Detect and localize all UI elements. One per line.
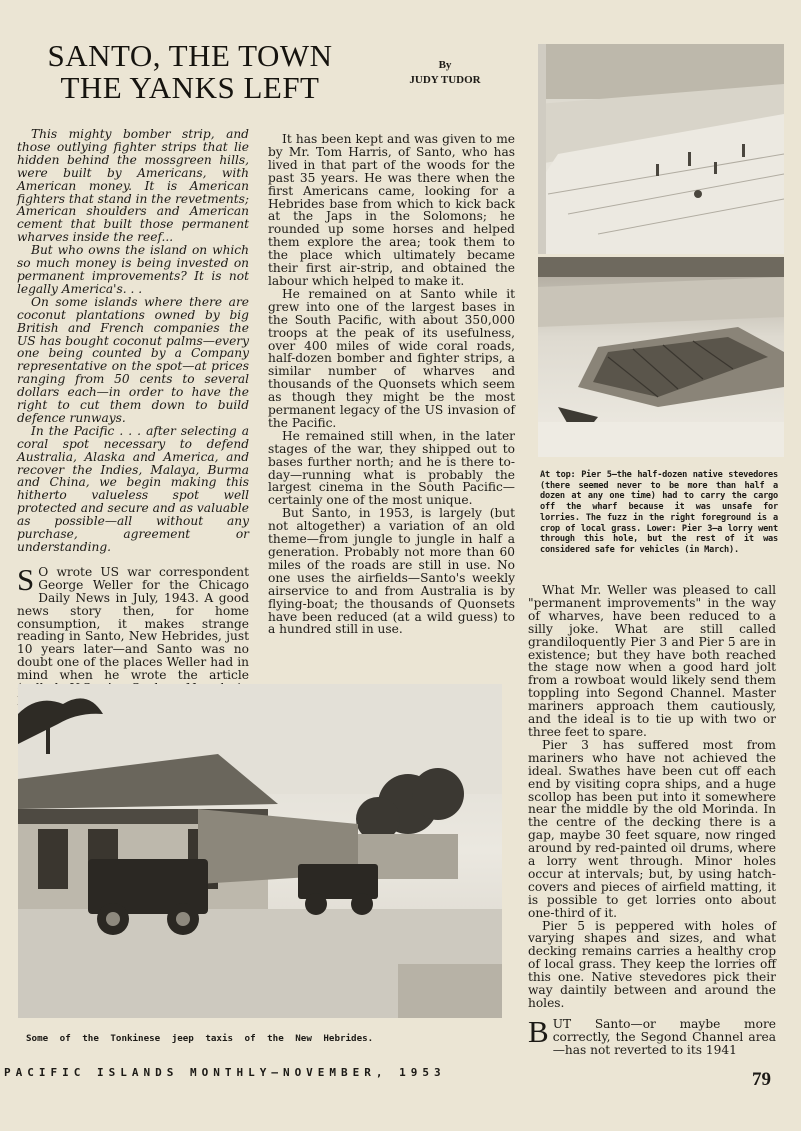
continued-text: UT Santo—or maybe more correctly, the Segond Channel area—has not reverted to its 1941: [552, 1016, 776, 1057]
title-line-1: SANTO, THE TOWN: [47, 38, 333, 73]
pier-5-photo: [538, 44, 784, 254]
body-paragraph: Pier 5 is peppered with holes of varying shapes and sizes, and what decking remains carries a healthy crop of local grass. They keep the lorries off this one. Native stevedores pick their way daintily between and around the holes.: [528, 918, 776, 1010]
pier-3-photo: [538, 257, 784, 457]
column-3: [528, 584, 776, 1057]
body-paragraph: It has been kept and was given to me by Mr. Tom Harris, of Santo, who has lived in that part of the woods for the past 35 years. He was there when the first Americans came, looking for a Hebrides base from which to kick back at the Japs in the Solomons; he rounded up some horses and helped them explore the area; took them to the place which ultimately became their first air-strip, and obtained the labour which helped to make it.: [268, 132, 515, 288]
body-paragraph: Pier 3 has suffered most from mariners who have not achieved the ideal. Swathes have been cut off each end by visiting copra ships, and a huge scollop has been put into it somewhere near the middle by the old Morinda. In the centre of the decking there is a gap, maybe 30 feet square, now ringed around by red-painted oil drums, where a lorry went through. Minor holes occur at intervals; but, by using hatch-covers and pieces of airfield matting, it is possible to get lorries onto about one-third of it.: [528, 737, 776, 920]
body-paragraph-continued: [528, 1013, 776, 1057]
column-2: [268, 133, 515, 636]
intro-paragraph: On some islands where there are coconut plantations owned by big British and French companies the US has bought coconut palms—every one being counted by a Company representative on the spot—at prices ranging from 50 cents to several dollars each—in order to have the right to cut them down to build defence runways.: [17, 294, 249, 425]
article-title: [20, 40, 360, 104]
drop-cap: S: [17, 561, 35, 597]
photo-caption-jeeps: Some of the Tonkinese jeep taxis of the New Hebrides.: [26, 1033, 374, 1044]
intro-paragraph: But who owns the island on which so much money is being invested on permanent improvements? It is not legally America's. . .: [17, 243, 249, 296]
intro-paragraph: This mighty bomber strip, and those outlying fighter strips that lie hidden behind the mossgreen hills, were built by Americans, with American money. It is American fighters that stand in the revetments; American shoulders and American cement that built those permanent wharves inside the reef...: [17, 127, 249, 245]
body-paragraph: But Santo, in 1953, is largely (but not altogether) a variation of an old theme—from jungle to jungle in half a generation. Probably not more than 60 miles of the roads are still in use. No one uses the airfields—Santo's weekly airservice to and from Australia is by flying-boat; the thousands of Quonsets have been reduced (at a wild guess) to a hundred still in use.: [268, 506, 515, 637]
drop-cap: B: [528, 1013, 549, 1049]
opening-text: O wrote US war correspondent George Weller for the Chicago Daily News in July, 1943. A good news story then, for home consumption, it makes strange reading in Santo, New Hebrides, just 10 years later—and Santo was no doubt one of the places Weller had in mind when he wrote the article: [17, 564, 249, 683]
title-line-2: THE YANKS LEFT: [60, 70, 320, 105]
body-paragraph: He remained on at Santo while it grew into one of the largest bases in the South Pacific, with about 350,000 troops at the peak of its usefulness, over 400 miles of wide coral roads, half-dozen bomber and fighter strips, a similar number of wharves and thousands of the Quonsets which seem as though they might be the most permanent legacy of the US invasion of the Pacific.: [268, 286, 515, 430]
photo-caption-piers: At top: Pier 5—the half-dozen native stevedores (there seemed never to be more than half a dozen at any one time) had to carry the cargo off the wharf because it was unsafe for lorries. The fuzz in the right foreground is a crop of local grass. Lower: Pier 3—a lorry went through this hole, but the rest of it was considered safe for vehicles (in March).: [540, 470, 778, 555]
byline-author: JUDY TUDOR: [409, 74, 481, 86]
intro-paragraph: In the Pacific . . . after selecting a coral spot necessary to defend Australia, Alaska and America, and recover the Indies, Malaya, Burma and China, we begin making this hitherto valueless spot well protected and secure and as valuable as possible—all without any purchase, agreement or understanding.: [17, 423, 249, 554]
intro-quote: [17, 128, 249, 554]
body-paragraph: He remained still when, in the later stages of the war, they shipped out to bases further north; and he is there to-day—running what is probably the largest cinema in the South Pacific—certainly one of the most unique.: [268, 428, 515, 508]
page-number: 79: [752, 1069, 771, 1090]
publication-footer: PACIFIC ISLANDS MONTHLY—NOVEMBER, 1953: [4, 1066, 446, 1079]
body-paragraph: What Mr. Weller was pleased to call "permanent improvements" in the way of wharves, have been reduced to a silly joke. What are still called grandiloquently Pier 3 and Pier 5 are in existence; but they have both reached the stage now when a good hard jolt from a rowboat would likely send them toppling into Segond Channel. Master mariners approach them cautiously, and the ideal is to tie up with two or three feet to spare.: [528, 583, 776, 739]
byline: [385, 58, 505, 88]
jeep-taxis-photo: [18, 684, 502, 1018]
column-1: [17, 128, 249, 708]
byline-prefix: By: [438, 59, 452, 71]
